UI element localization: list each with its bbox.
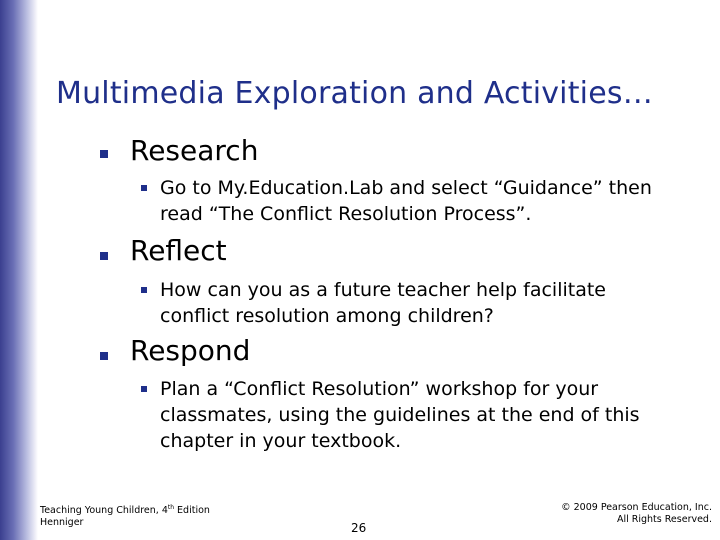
copyright-line-1: © 2009 Pearson Education, Inc. bbox=[561, 502, 712, 513]
heading-respond: Respond bbox=[130, 334, 251, 367]
bullet-icon bbox=[100, 252, 108, 260]
footer-book-title: Teaching Young Children, 4th Edition bbox=[40, 504, 210, 517]
footer-author: Henniger bbox=[40, 517, 84, 529]
sub-bullet-icon bbox=[141, 287, 147, 293]
heading-research: Research bbox=[130, 134, 259, 167]
sub-bullet-icon bbox=[141, 386, 147, 392]
footer-copyright bbox=[561, 502, 712, 526]
bullet-icon bbox=[100, 150, 108, 158]
page-number: 26 bbox=[351, 521, 367, 535]
copyright-line-2: All Rights Reserved. bbox=[616, 514, 712, 525]
respond-detail: Plan a “Conflict Resolution” workshop for your classmates, using the guidelines at the end of this chapter in your textbook. bbox=[160, 378, 640, 452]
bullet-icon bbox=[100, 352, 108, 360]
sub-bullet-icon bbox=[141, 185, 147, 191]
footer-book-info bbox=[40, 502, 210, 529]
heading-reflect: Reflect bbox=[130, 234, 227, 267]
reflect-detail: How can you as a future teacher help facilitate conflict resolution among children? bbox=[160, 279, 606, 327]
slide-title: Multimedia Exploration and Activities… bbox=[56, 76, 653, 111]
left-accent-bar bbox=[0, 0, 38, 540]
research-detail: Go to My.Education.Lab and select “Guidance” then read “The Conflict Resolution Process”. bbox=[160, 177, 652, 225]
